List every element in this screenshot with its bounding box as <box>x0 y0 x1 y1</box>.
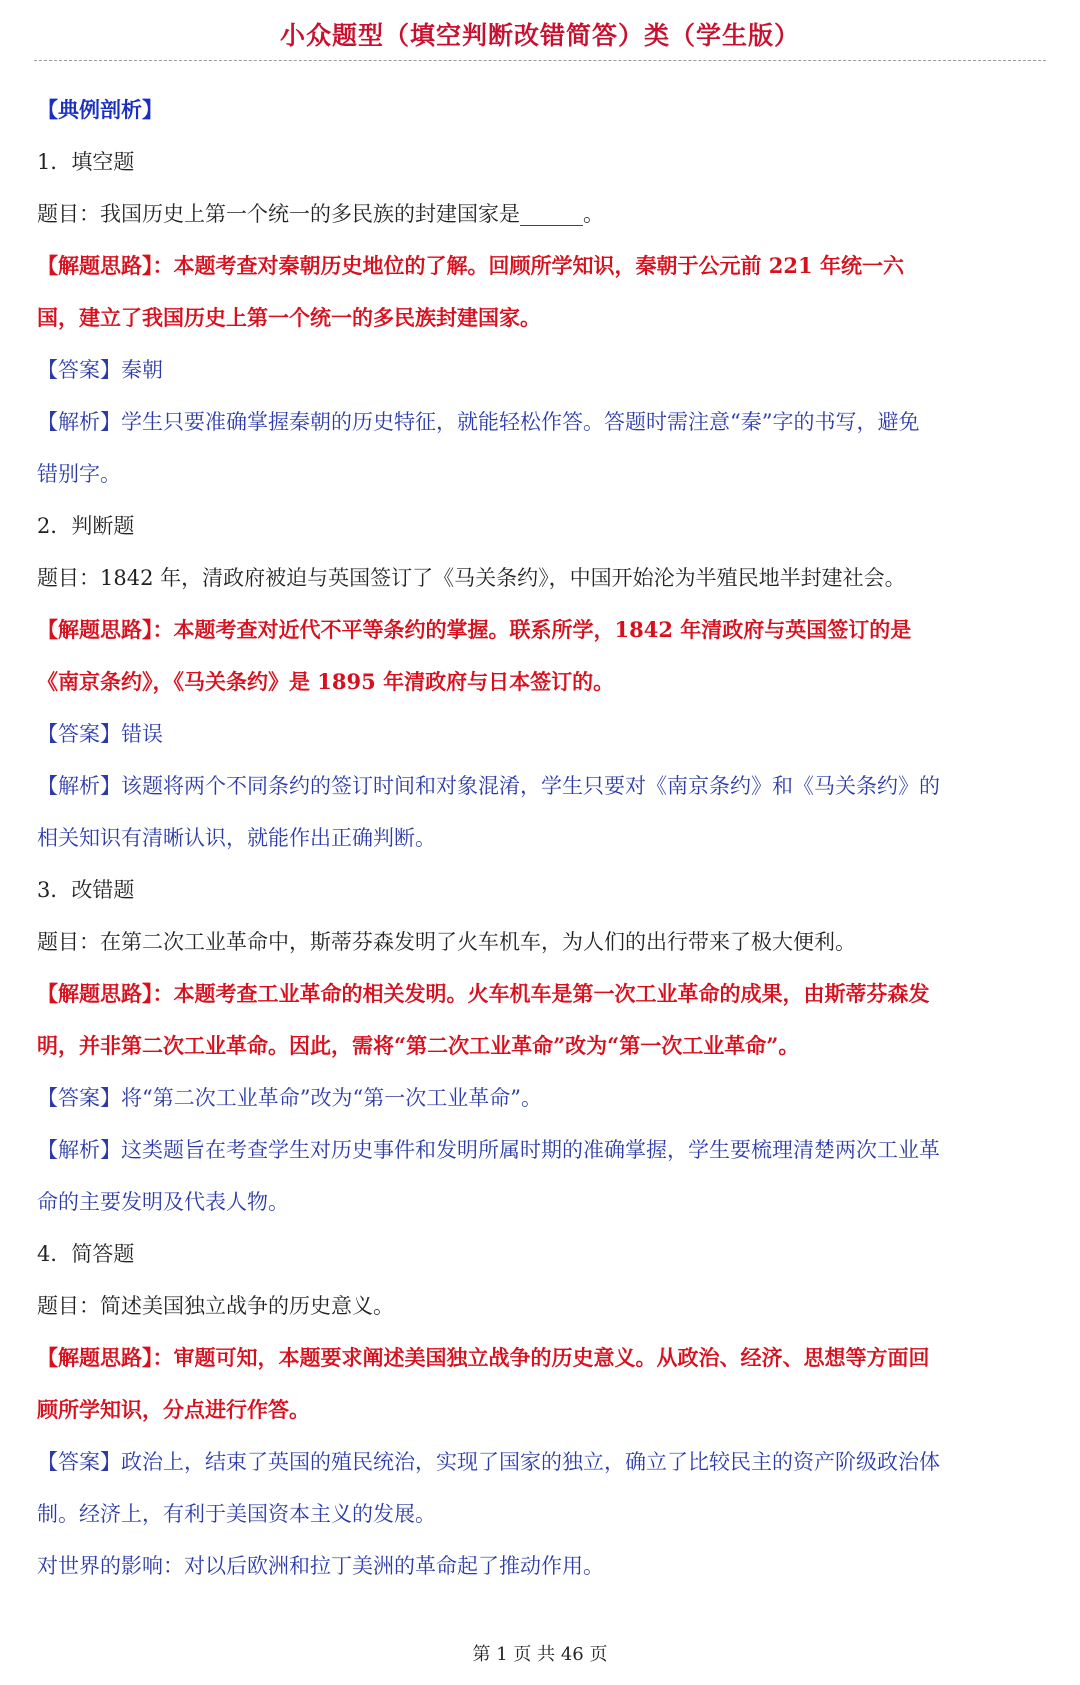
page-header <box>34 16 1046 61</box>
page-footer: 第 1 页 共 46 页 <box>472 1644 608 1665</box>
body-line: 【解析】这类题旨在考查学生对历史事件和发明所属时期的准确掌握，学生要梳理清楚两次工业革 <box>37 1138 940 1162</box>
section-title: 【典例剖析】 <box>37 97 163 122</box>
body-line: 相关知识有清晰认识，就能作出正确判断。 <box>37 826 436 850</box>
body-line: 【解题思路】：本题考查对近代不平等条约的掌握。联系所学，1842 年清政府与英国签订的是 <box>37 617 912 642</box>
body-line: 【解析】该题将两个不同条约的签订时间和对象混淆，学生只要对《南京条约》和《马关条约》的 <box>37 774 940 798</box>
body-line: 【答案】秦朝 <box>37 358 163 382</box>
body-line: 【解题思路】：本题考查对秦朝历史地位的了解。回顾所学知识，秦朝于公元前 221 年统一六 <box>37 253 904 278</box>
body-line: 题目：简述美国独立战争的历史意义。 <box>37 1294 394 1318</box>
body-line: 【解题思路】：审题可知，本题要求阐述美国独立战争的历史意义。从政治、经济、思想等方面回 <box>37 1345 930 1370</box>
body-line: 【答案】错误 <box>37 722 163 746</box>
page-title: 小众题型（填空判断改错简答）类（学生版） <box>279 21 800 50</box>
document-body <box>37 84 1046 1592</box>
body-line: 4．简答题 <box>37 1242 135 1266</box>
body-line: 题目：在第二次工业革命中，斯蒂芬森发明了火车机车，为人们的出行带来了极大便利。 <box>37 930 856 954</box>
body-line: 错别字。 <box>37 462 121 486</box>
body-line: 顾所学知识，分点进行作答。 <box>37 1397 310 1422</box>
body-line: 3．改错题 <box>37 878 135 902</box>
body-line: 国，建立了我国历史上第一个统一的多民族封建国家。 <box>37 305 541 330</box>
body-line: 题目：1842 年，清政府被迫与英国签订了《马关条约》，中国开始沦为半殖民地半封建社会。 <box>37 566 906 590</box>
body-line: 【答案】政治上，结束了英国的殖民统治，实现了国家的独立，确立了比较民主的资产阶级政治体 <box>37 1450 940 1474</box>
body-line: 明，并非第二次工业革命。因此，需将“第二次工业革命”改为“第一次工业革命”。 <box>37 1033 800 1058</box>
body-line: 1．填空题 <box>37 150 135 174</box>
body-line: 【答案】将“第二次工业革命”改为“第一次工业革命”。 <box>37 1086 542 1110</box>
body-line: 2．判断题 <box>37 514 135 538</box>
body-line: 对世界的影响：对以后欧洲和拉丁美洲的革命起了推动作用。 <box>37 1554 604 1578</box>
body-line: 【解析】学生只要准确掌握秦朝的历史特征，就能轻松作答。答题时需注意“秦”字的书写，避免 <box>37 410 920 434</box>
body-line: 【解题思路】：本题考查工业革命的相关发明。火车机车是第一次工业革命的成果，由斯蒂芬森发 <box>37 981 930 1006</box>
body-line: 命的主要发明及代表人物。 <box>37 1190 289 1214</box>
body-line: 题目：我国历史上第一个统一的多民族的封建国家是______。 <box>37 202 604 226</box>
body-line: 制。经济上，有利于美国资本主义的发展。 <box>37 1502 436 1526</box>
body-line: 《南京条约》，《马关条约》是 1895 年清政府与日本签订的。 <box>37 669 615 694</box>
